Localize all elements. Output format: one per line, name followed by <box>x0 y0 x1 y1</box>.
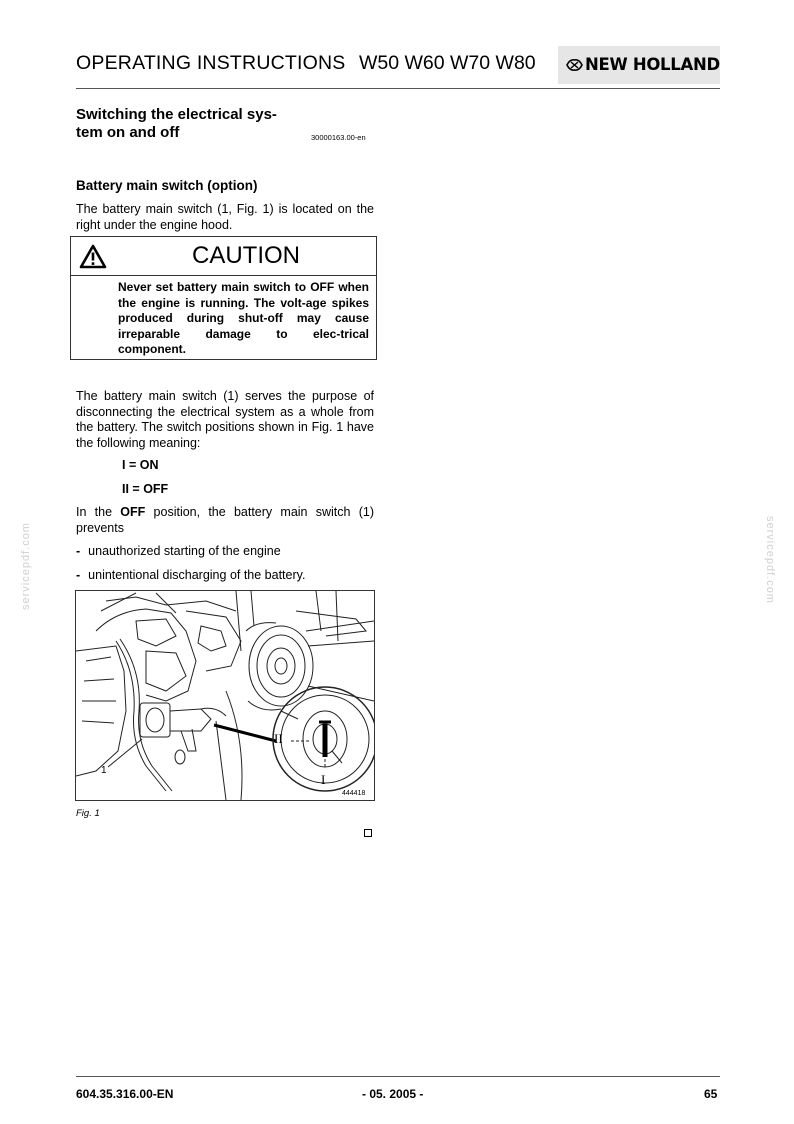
watermark-left: servicepdf.com <box>20 522 32 610</box>
switch-label-II: II <box>274 731 283 746</box>
image-code: 444418 <box>342 790 366 797</box>
document-code: 30000163.00-en <box>311 133 366 142</box>
watermark-right: servicepdf.com <box>764 516 776 604</box>
para2-end: position, the battery main switch (1) prevents <box>76 505 374 535</box>
list-item <box>76 568 305 582</box>
position-on-label: I = ON <box>122 458 159 472</box>
position-off-label: II = OFF <box>122 482 169 496</box>
caution-text: Never set battery main switch to OFF when the engine is running. The volt-age spikes produced during shut-off may cause irreparable damage to elec-trical component. <box>118 280 369 356</box>
footer-date: - 05. 2005 - <box>362 1087 424 1101</box>
list-item <box>76 544 281 558</box>
figure-battery-switch <box>75 590 375 801</box>
header-models: W50 W60 W70 W80 <box>359 52 536 74</box>
switch-label-I: I <box>321 772 326 787</box>
caution-header <box>71 237 376 276</box>
footer-doc-number: 604.35.316.00-EN <box>76 1087 174 1101</box>
subsection-title: Battery main switch (option) <box>76 178 258 193</box>
footer-divider <box>76 1076 720 1077</box>
warning-triangle-icon <box>79 244 107 269</box>
figure-caption: Fig. 1 <box>76 808 100 819</box>
caution-box <box>70 236 377 360</box>
header-title: OPERATING INSTRUCTIONS <box>76 52 346 74</box>
engine-line-drawing <box>76 591 374 800</box>
body-paragraph-2 <box>76 505 374 536</box>
intro-paragraph: The battery main switch (1, Fig. 1) is located on the right under the engine hood. <box>76 202 374 232</box>
brand-logo <box>558 46 720 84</box>
brand-name: NEW HOLLAND <box>585 55 720 74</box>
section-title-line2: tem on and off <box>76 124 180 141</box>
body-paragraph-1: The battery main switch (1) serves the purpose of disconnecting the electrical system as a whole from the battery. The switch positions shown in Fig. 1 have the following meaning: <box>76 389 374 450</box>
section-title-line1: Switching the electrical sys- <box>76 106 277 123</box>
bullet-marker: - <box>76 544 81 558</box>
page-number: 65 <box>704 1087 718 1101</box>
list-item-text: unintentional discharging of the battery. <box>88 568 306 582</box>
callout-1: 1 <box>101 765 107 776</box>
section-end-marker-icon <box>364 829 372 837</box>
bullet-marker: - <box>76 568 81 582</box>
header-divider <box>76 88 720 89</box>
brand-logo-icon <box>566 58 583 72</box>
list-item-text: unauthorized starting of the engine <box>88 544 281 558</box>
para2-off-bold: OFF <box>120 505 146 519</box>
section-title <box>76 106 306 142</box>
para2-start: In the <box>76 505 121 519</box>
caution-heading: CAUTION <box>192 242 300 269</box>
